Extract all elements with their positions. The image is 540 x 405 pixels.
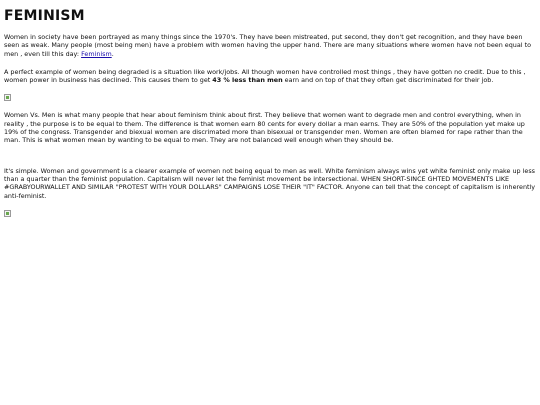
paragraph-intro-end: . [111, 49, 114, 58]
feminism-link[interactable]: Feminism [81, 49, 112, 58]
paragraph-work-text: A perfect example of women being degraded is a situation like work/jobs. All though women have controlled most things , they have gotten no credit. Due to this , women power in business has declined. This causes them to get [4, 67, 526, 85]
pay-gap-highlight: 43 % less than men [212, 76, 283, 85]
paragraph-women-vs-men: Women Vs. Men is what many people that hear about feminism think about first. They believe that women want to degrade men and control everything, when in reality , the purpose is to be equal to them. The difference is that women earn 80 cents for every dollar a man earns. They are 50% of the population yet make up 19% of the congress. Transgender and biexual women are discrimated more than bisexual or transgender men. Women are often blamed for rape rather than the man. This is what women mean by wanting to be equal to men. They are not balanced well enough when they should be. [4, 111, 525, 145]
spacer [4, 155, 536, 167]
page-title: FEMINISM [4, 8, 85, 24]
broken-image-icon [4, 210, 11, 217]
paragraph-work [4, 68, 536, 85]
paragraph-government: It's simple. Women and government is a clearer example of women not being equal to men as well. White feminism always wins yet white feminist only make up less than a quarter than the feminist population. Capitalism will never let the feminist movement be intersectional. WHEN SHORT-SINCE GHTED MOVEMENTS LIKE #GRABYOURWALLET AND SIMILAR "PROTEST WITH YOUR DOLLARS" CAMPAIGNS LOSE THEIR "IT" FACTOR. Anyone can tell that the concept of capitalism is inherently anti-feminist. [4, 166, 536, 200]
broken-image-icon [4, 94, 11, 101]
paragraph-intro [4, 33, 536, 58]
paragraph-intro-text: Women in society have been portrayed as many things since the 1970's. They have been mistreated, put second, they don't get recognition, and they have been seen as weak. Many people (most being men) have a problem with women having the upper hand. There are many situations where women have not been equal to men , even till this day: [4, 33, 531, 58]
paragraph-work-end: earn and on top of that they often get discriminated for their job. [282, 76, 494, 85]
